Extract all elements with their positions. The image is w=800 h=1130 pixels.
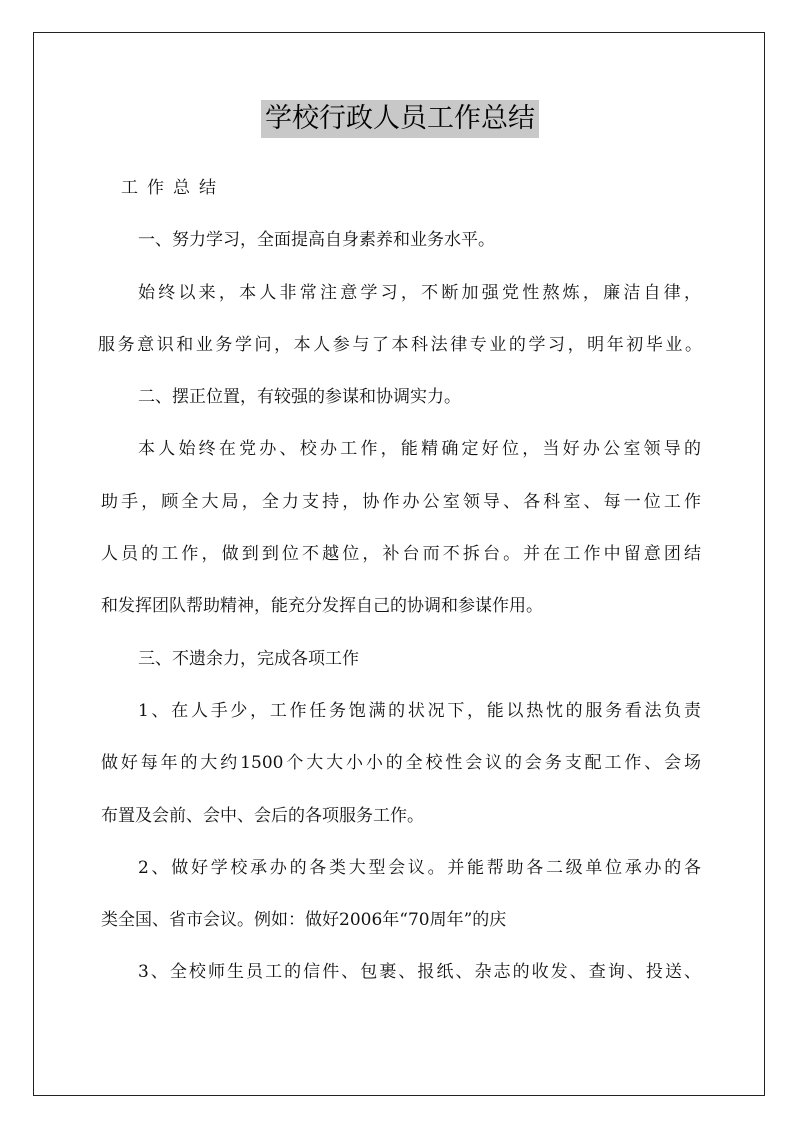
- paragraph-heading: 一、努力学习，全面提高自身素养和业务水平。: [138, 230, 495, 251]
- paragraph-line: 人员的工作，做到到位不越位，补台而不拆台。并在工作中留意团结: [101, 544, 701, 565]
- paragraph-line: 服务意识和业务学问，本人参与了本科法律专业的学习，明年初毕业。: [98, 334, 702, 355]
- paragraph-line: 助手，顾全大局，全力支持，协作办公室领导、各科室、每一位工作: [101, 491, 701, 512]
- document-title: 学校行政人员工作总结: [261, 100, 539, 138]
- paragraph-line: 做好每年的大约1500个大大小小的全校性会议的会务支配工作、会场: [101, 753, 701, 774]
- paragraph-line: 和发挥团队帮助精神，能充分发挥自己的协调和参谋作用。: [101, 596, 543, 617]
- paragraph-heading: 三、不遗余力，完成各项工作: [138, 648, 359, 669]
- paragraph-line: 1、在人手少，工作任务饱满的状况下，能以热忱的服务看法负责: [138, 700, 701, 721]
- section-heading: 工作总结: [121, 178, 225, 198]
- paragraph-heading: 二、摆正位置，有较强的参谋和协调实力。: [138, 387, 461, 408]
- paragraph-line: 布置及会前、会中、会后的各项服务工作。: [101, 805, 424, 826]
- paragraph-line: 3、全校师生员工的信件、包裹、报纸、杂志的收发、查询、投送、: [138, 962, 701, 983]
- document-body: [98, 174, 702, 1011]
- paragraph-line: 本人始终在党办、校办工作，能精确定好位，当好办公室领导的: [138, 439, 701, 460]
- paragraph-line: 类全国、省市会议。例如：做好2006年“70周年”的庆: [101, 910, 507, 931]
- document-title-wrap: [0, 100, 800, 138]
- paragraph-line: 始终以来，本人非常注意学习，不断加强党性熬炼，廉洁自律，: [138, 282, 701, 303]
- paragraph-line: 2、做好学校承办的各类大型会议。并能帮助各二级单位承办的各: [138, 857, 701, 878]
